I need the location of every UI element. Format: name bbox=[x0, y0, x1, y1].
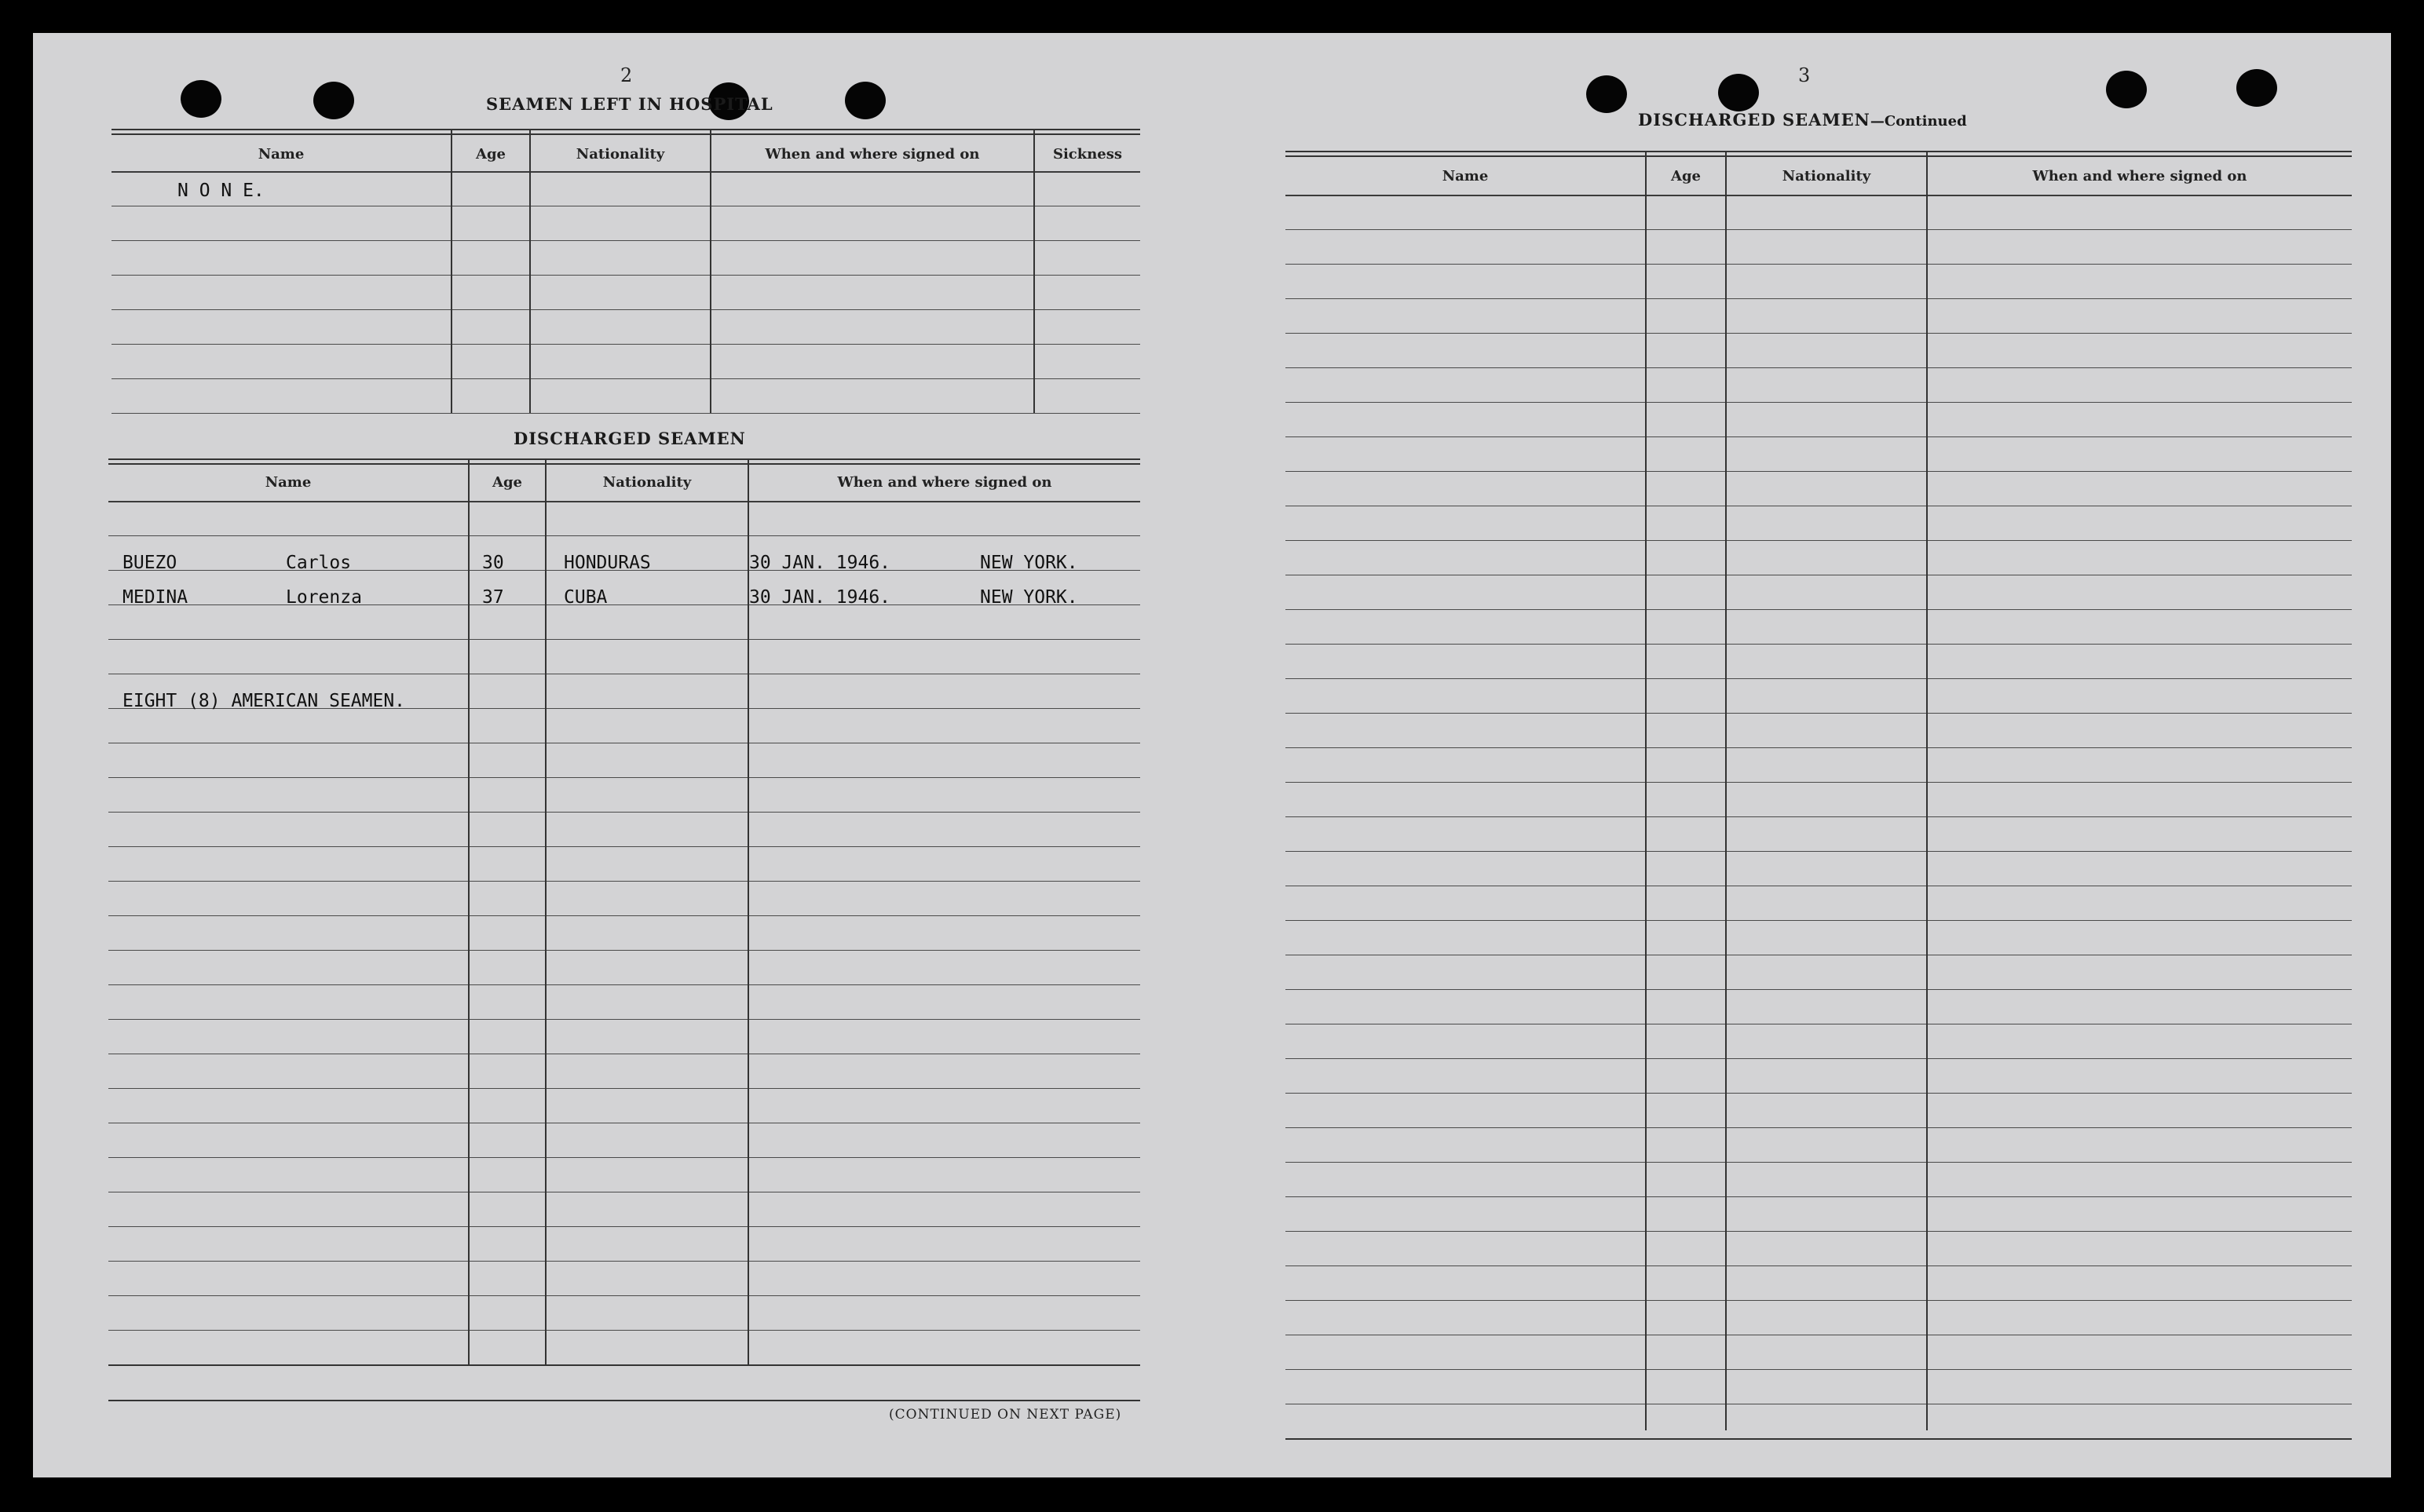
seaman-age: 37 bbox=[482, 587, 504, 608]
punch-hole bbox=[181, 80, 221, 118]
column-header-name: Name bbox=[258, 146, 305, 163]
seaman-surname: MEDINA bbox=[122, 587, 188, 608]
punch-hole bbox=[1718, 74, 1759, 111]
hospital-section-title: SEAMEN LEFT IN HOSPITAL bbox=[486, 94, 773, 114]
column-header-age: Age bbox=[492, 474, 522, 491]
hospital-entry: N O N E. bbox=[177, 181, 265, 201]
document-sheet bbox=[33, 33, 2391, 1477]
column-header-nationality: Nationality bbox=[576, 146, 665, 163]
column-header-nationality: Nationality bbox=[602, 474, 692, 491]
seaman-nationality: CUBA bbox=[564, 587, 608, 608]
page-number: 3 bbox=[1798, 64, 1811, 86]
seaman-given-name: Carlos bbox=[286, 553, 352, 573]
page-number: 2 bbox=[620, 64, 633, 86]
punch-hole bbox=[2106, 71, 2147, 108]
punch-hole bbox=[313, 82, 354, 119]
seaman-given-name: Lorenza bbox=[286, 587, 362, 608]
american-seamen-note: EIGHT (8) AMERICAN SEAMEN. bbox=[122, 691, 406, 711]
punch-hole bbox=[1586, 75, 1627, 113]
seaman-nationality: HONDURAS bbox=[564, 553, 651, 573]
discharged-section-title: DISCHARGED SEAMEN bbox=[514, 429, 746, 448]
hospital-table bbox=[112, 129, 1140, 451]
column-header-signed-on: When and where signed on bbox=[837, 474, 1052, 491]
seaman-age: 30 bbox=[482, 553, 504, 573]
discharged-continued-table bbox=[1285, 151, 2352, 1446]
seaman-signed-place: NEW YORK. bbox=[980, 587, 1078, 608]
discharged-continued-title-text: DISCHARGED SEAMEN bbox=[1638, 110, 1870, 130]
continued-label: —Continued bbox=[1870, 113, 1967, 130]
column-header-age: Age bbox=[475, 146, 506, 163]
discharged-table bbox=[108, 458, 1140, 1440]
punch-hole bbox=[2236, 69, 2277, 107]
discharged-continued-title bbox=[1638, 110, 1967, 130]
column-header-sickness: Sickness bbox=[1052, 146, 1123, 163]
column-header-name: Name bbox=[265, 474, 312, 491]
punch-hole bbox=[845, 82, 886, 119]
continued-footer: (CONTINUED ON NEXT PAGE) bbox=[889, 1407, 1122, 1423]
seaman-surname: BUEZO bbox=[122, 553, 177, 573]
seaman-signed-date: 30 JAN. 1946. bbox=[749, 587, 891, 608]
column-header-signed-on: When and where signed on bbox=[765, 146, 980, 163]
column-header-signed-on: When and where signed on bbox=[2032, 168, 2247, 184]
seaman-signed-place: NEW YORK. bbox=[980, 553, 1078, 573]
column-header-name: Name bbox=[1442, 168, 1489, 184]
seaman-signed-date: 30 JAN. 1946. bbox=[749, 553, 891, 573]
column-header-age: Age bbox=[1670, 168, 1701, 184]
column-header-nationality: Nationality bbox=[1782, 168, 1871, 184]
